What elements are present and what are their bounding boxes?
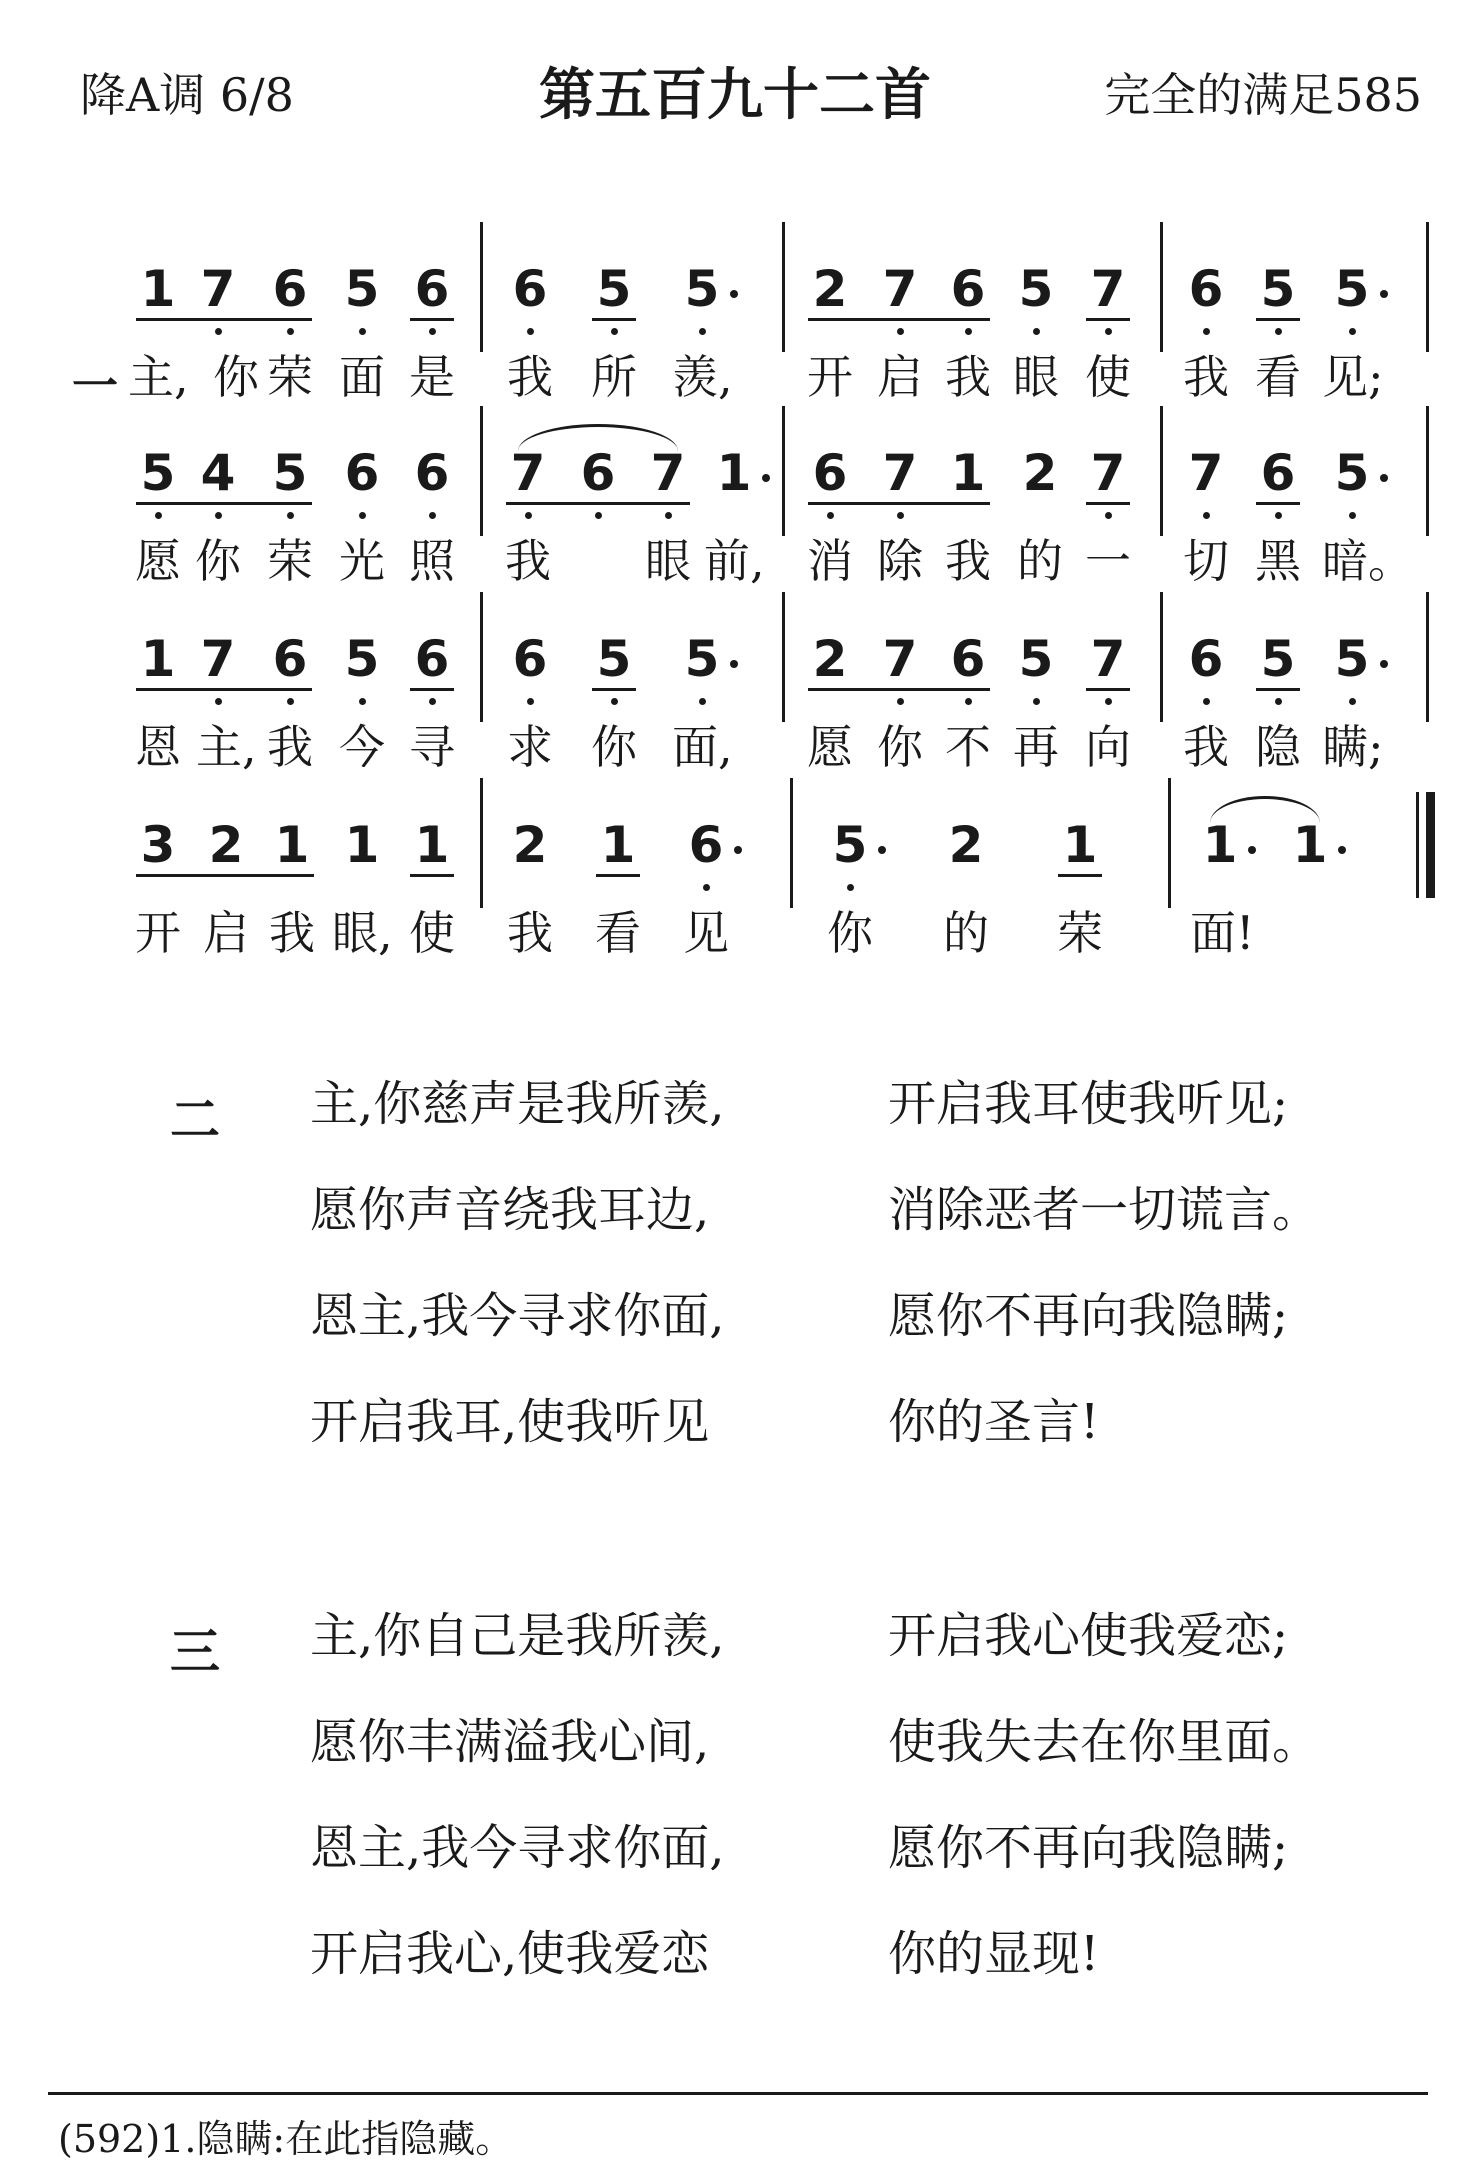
octave-dot-below: [287, 328, 294, 335]
note-digit: 3: [140, 816, 176, 874]
lyric-syllable: 黑: [1255, 534, 1301, 588]
final-barline-thick: [1426, 792, 1435, 898]
octave-dot-below: [1203, 698, 1210, 705]
lyric-syllable: 启: [203, 906, 249, 960]
verse-line: 愿你不再向我隐瞒;: [888, 1288, 1289, 1344]
note-digit: 2: [208, 816, 244, 874]
octave-dot-below: [155, 512, 162, 519]
lyric-syllable: 见;: [1322, 350, 1384, 404]
note-digit: 5: [272, 444, 308, 502]
note-digit: 5: [684, 630, 720, 688]
lyric-syllable: 寻: [409, 720, 455, 774]
beam-underline: [136, 874, 314, 877]
lyric-syllable: 你: [213, 350, 259, 404]
octave-dot-below: [1203, 512, 1210, 519]
note-digit: 2: [512, 816, 548, 874]
beam-underline: [596, 874, 640, 877]
octave-dot-below: [611, 698, 618, 705]
octave-dot-below: [359, 698, 366, 705]
octave-dot-below: [1033, 698, 1040, 705]
lyric-syllable: 我: [945, 534, 991, 588]
octave-dot-below: [525, 512, 532, 519]
octave-dot-below: [965, 698, 972, 705]
note-digit: 1: [344, 816, 380, 874]
note-digit: 6: [272, 630, 308, 688]
lyric-syllable: 面: [339, 350, 385, 404]
note-digit: 7: [1090, 630, 1126, 688]
beam-underline: [136, 318, 312, 321]
note-digit: 7: [510, 444, 546, 502]
lyric-syllable: 消: [807, 534, 853, 588]
note-digit: 5: [1018, 630, 1054, 688]
beam-underline: [592, 688, 636, 691]
verse-line: 开启我耳,使我听见: [310, 1394, 710, 1450]
lyric-syllable: 隐: [1255, 720, 1301, 774]
augmentation-dot: [878, 846, 886, 854]
lyric-syllable: 我: [945, 350, 991, 404]
lyric-syllable: 我: [507, 350, 553, 404]
beam-underline: [1256, 502, 1300, 505]
octave-dot-below: [527, 698, 534, 705]
lyric-syllable: 荣: [267, 350, 313, 404]
note-digit: 7: [1090, 260, 1126, 318]
octave-dot-below: [611, 328, 618, 335]
note-digit: 7: [1188, 444, 1224, 502]
barline: [1426, 592, 1429, 722]
barline: [480, 222, 483, 352]
octave-dot-below: [699, 328, 706, 335]
beam-underline: [1256, 688, 1300, 691]
note-digit: 5: [1334, 630, 1370, 688]
lyric-syllable: 我: [505, 534, 551, 588]
lyric-syllable: 我: [1183, 720, 1229, 774]
octave-dot-below: [287, 698, 294, 705]
lyric-syllable: 的: [943, 906, 989, 960]
octave-dot-below: [527, 328, 534, 335]
octave-dot-below: [897, 698, 904, 705]
octave-dot-below: [965, 328, 972, 335]
note-digit: 1: [600, 816, 636, 874]
barline: [782, 406, 785, 536]
note-digit: 7: [1090, 444, 1126, 502]
note-digit: 6: [580, 444, 616, 502]
octave-dot-below: [1105, 512, 1112, 519]
barline: [480, 406, 483, 536]
augmentation-dot: [734, 846, 742, 854]
barline: [1160, 406, 1163, 536]
lyric-syllable: 所: [591, 350, 637, 404]
verse-number: 二: [170, 1091, 220, 1149]
octave-dot-below: [1275, 512, 1282, 519]
beam-underline: [808, 688, 990, 691]
augmentation-dot: [1380, 290, 1388, 298]
beam-underline: [136, 502, 312, 505]
verse-line: 消除恶者一切谎言。: [888, 1182, 1321, 1238]
lyric-syllable: 愿: [135, 534, 181, 588]
lyric-syllable: 再: [1013, 720, 1059, 774]
note-digit: 6: [414, 260, 450, 318]
note-digit: 7: [882, 630, 918, 688]
note-digit: 5: [1334, 444, 1370, 502]
lyric-syllable: 使: [1085, 350, 1131, 404]
note-digit: 7: [882, 260, 918, 318]
note-digit: 5: [832, 816, 868, 874]
beam-underline: [808, 318, 990, 321]
note-digit: 5: [1018, 260, 1054, 318]
lyric-syllable: 的: [1017, 534, 1063, 588]
note-digit: 6: [512, 260, 548, 318]
note-digit: 1: [716, 444, 752, 502]
lyric-syllable: 瞒;: [1322, 720, 1384, 774]
barline: [1426, 406, 1429, 536]
octave-dot-below: [1349, 328, 1356, 335]
note-digit: 2: [948, 816, 984, 874]
lyric-syllable: 眼,: [332, 906, 393, 960]
note-digit: 5: [1334, 260, 1370, 318]
octave-dot-below: [359, 512, 366, 519]
octave-dot-below: [1033, 328, 1040, 335]
note-digit: 6: [512, 630, 548, 688]
lyric-syllable: 启: [877, 350, 923, 404]
final-barline-thin: [1416, 792, 1419, 898]
footnote: (592)1.隐瞒:在此指隐藏。: [58, 2117, 514, 2161]
lyric-syllable: 荣: [267, 534, 313, 588]
lyric-syllable: 你: [195, 534, 241, 588]
note-digit: 6: [414, 630, 450, 688]
lyric-syllable: 面,: [672, 720, 733, 774]
augmentation-dot: [730, 290, 738, 298]
verse-line: 主,你慈声是我所羡,: [310, 1076, 725, 1132]
octave-dot-below: [1349, 698, 1356, 705]
lyric-syllable: 看: [1255, 350, 1301, 404]
lyric-syllable: 你: [591, 720, 637, 774]
octave-dot-below: [897, 512, 904, 519]
verse-line: 愿你声音绕我耳边,: [310, 1182, 710, 1238]
lyric-syllable: 眼: [645, 534, 691, 588]
footer-rule: [48, 2092, 1428, 2095]
octave-dot-below: [699, 698, 706, 705]
lyric-syllable: 看: [595, 906, 641, 960]
beam-underline: [1058, 874, 1102, 877]
lyric-syllable: 向: [1085, 720, 1131, 774]
note-digit: 1: [950, 444, 986, 502]
note-digit: 6: [414, 444, 450, 502]
verse-line: 使我失去在你里面。: [888, 1714, 1321, 1770]
verse-line: 开启我心,使我爱恋: [310, 1926, 710, 1982]
octave-dot-below: [429, 698, 436, 705]
beam-underline: [808, 502, 990, 505]
note-digit: 1: [1062, 816, 1098, 874]
barline: [1168, 778, 1171, 908]
octave-dot-below: [1275, 698, 1282, 705]
note-digit: 5: [684, 260, 720, 318]
lyric-syllable: 前,: [704, 534, 765, 588]
note-digit: 5: [344, 260, 380, 318]
note-digit: 7: [650, 444, 686, 502]
note-digit: 1: [414, 816, 450, 874]
lyric-syllable: 暗。: [1322, 534, 1414, 588]
beam-underline: [1086, 318, 1130, 321]
verse-number: 一: [72, 359, 118, 413]
octave-dot-below: [847, 884, 854, 891]
lyric-syllable: 眼: [1013, 350, 1059, 404]
beam-underline: [1086, 502, 1130, 505]
note-digit: 4: [200, 444, 236, 502]
note-digit: 5: [1260, 630, 1296, 688]
octave-dot-below: [215, 328, 222, 335]
octave-dot-below: [1105, 328, 1112, 335]
octave-dot-below: [595, 512, 602, 519]
note-digit: 6: [950, 260, 986, 318]
note-digit: 5: [596, 260, 632, 318]
lyric-syllable: 今: [339, 720, 385, 774]
verse-line: 你的显现!: [888, 1926, 1100, 1982]
verse-line: 恩主,我今寻求你面,: [310, 1288, 725, 1344]
note-digit: 5: [596, 630, 632, 688]
octave-dot-below: [1349, 512, 1356, 519]
note-digit: 7: [200, 630, 236, 688]
note-digit: 1: [274, 816, 310, 874]
octave-dot-below: [429, 328, 436, 335]
barline: [782, 222, 785, 352]
verse-line: 你的圣言!: [888, 1394, 1100, 1450]
note-digit: 6: [812, 444, 848, 502]
beam-underline: [410, 874, 454, 877]
lyric-syllable: 恩: [135, 720, 181, 774]
note-digit: 7: [882, 444, 918, 502]
augmentation-dot: [1380, 660, 1388, 668]
beam-underline: [136, 688, 312, 691]
lyric-syllable: 主,: [128, 350, 189, 404]
note-digit: 7: [200, 260, 236, 318]
octave-dot-below: [897, 328, 904, 335]
octave-dot-below: [827, 512, 834, 519]
note-digit: 2: [812, 260, 848, 318]
octave-dot-below: [429, 512, 436, 519]
verse-line: 主,你自己是我所羡,: [310, 1608, 725, 1664]
lyric-syllable: 照: [409, 534, 455, 588]
beam-underline: [1086, 688, 1130, 691]
note-digit: 2: [812, 630, 848, 688]
lyric-syllable: 使: [409, 906, 455, 960]
augmentation-dot: [1248, 846, 1256, 854]
octave-dot-below: [215, 512, 222, 519]
lyric-syllable: 开: [135, 906, 181, 960]
hymn-title: 第五百九十二首: [539, 63, 931, 128]
note-digit: 5: [140, 444, 176, 502]
note-digit: 6: [1260, 444, 1296, 502]
note-digit: 6: [950, 630, 986, 688]
lyric-syllable: 我: [267, 720, 313, 774]
key-time-signature: 降A调 6/8: [80, 68, 294, 122]
verse-line: 开启我耳使我听见;: [888, 1076, 1289, 1132]
note-digit: 6: [688, 816, 724, 874]
lyric-syllable: 我: [269, 906, 315, 960]
beam-underline: [1256, 318, 1300, 321]
note-digit: 6: [272, 260, 308, 318]
octave-dot-below: [215, 698, 222, 705]
verse-line: 开启我心使我爱恋;: [888, 1608, 1289, 1664]
beam-underline: [506, 502, 690, 505]
lyric-syllable: 光: [339, 534, 385, 588]
note-digit: 1: [140, 630, 176, 688]
lyric-syllable: 羡,: [672, 350, 733, 404]
octave-dot-below: [1105, 698, 1112, 705]
verse-line: 恩主,我今寻求你面,: [310, 1820, 725, 1876]
lyric-syllable: 见: [683, 906, 729, 960]
note-digit: 6: [1188, 630, 1224, 688]
octave-dot-below: [1275, 328, 1282, 335]
note-digit: 1: [1292, 816, 1328, 874]
lyric-syllable: 愿: [807, 720, 853, 774]
tie-arc: [1210, 796, 1320, 823]
lyric-syllable: 面!: [1190, 906, 1255, 960]
lyric-syllable: 一: [1085, 534, 1131, 588]
beam-underline: [410, 688, 454, 691]
verse-number: 三: [170, 1623, 220, 1681]
octave-dot-below: [1203, 328, 1210, 335]
note-digit: 5: [344, 630, 380, 688]
barline: [1160, 592, 1163, 722]
note-digit: 6: [344, 444, 380, 502]
note-digit: 1: [140, 260, 176, 318]
lyric-syllable: 主,: [196, 720, 257, 774]
lyric-syllable: 求: [507, 720, 553, 774]
beam-underline: [410, 318, 454, 321]
octave-dot-below: [359, 328, 366, 335]
lyric-syllable: 你: [827, 906, 873, 960]
lyric-syllable: 切: [1183, 534, 1229, 588]
lyric-syllable: 荣: [1057, 906, 1103, 960]
augmentation-dot: [1338, 846, 1346, 854]
augmentation-dot: [1380, 474, 1388, 482]
lyric-syllable: 是: [409, 350, 455, 404]
barline: [480, 778, 483, 908]
lyric-syllable: 我: [1183, 350, 1229, 404]
barline: [1160, 222, 1163, 352]
note-digit: 1: [1202, 816, 1238, 874]
hymn-subtitle: 完全的满足585: [1104, 68, 1422, 122]
verse-line: 愿你不再向我隐瞒;: [888, 1820, 1289, 1876]
barline: [790, 778, 793, 908]
beam-underline: [592, 318, 636, 321]
lyric-syllable: 我: [507, 906, 553, 960]
barline: [480, 592, 483, 722]
lyric-syllable: 开: [807, 350, 853, 404]
lyric-syllable: 你: [877, 720, 923, 774]
lyric-syllable: 不: [945, 720, 991, 774]
octave-dot-below: [287, 512, 294, 519]
octave-dot-below: [665, 512, 672, 519]
augmentation-dot: [762, 474, 770, 482]
verse-line: 愿你丰满溢我心间,: [310, 1714, 710, 1770]
lyric-syllable: 除: [877, 534, 923, 588]
barline: [782, 592, 785, 722]
tie-arc: [518, 424, 678, 451]
note-digit: 5: [1260, 260, 1296, 318]
note-digit: 6: [1188, 260, 1224, 318]
barline: [1426, 222, 1429, 352]
octave-dot-below: [703, 884, 710, 891]
note-digit: 2: [1022, 444, 1058, 502]
augmentation-dot: [730, 660, 738, 668]
